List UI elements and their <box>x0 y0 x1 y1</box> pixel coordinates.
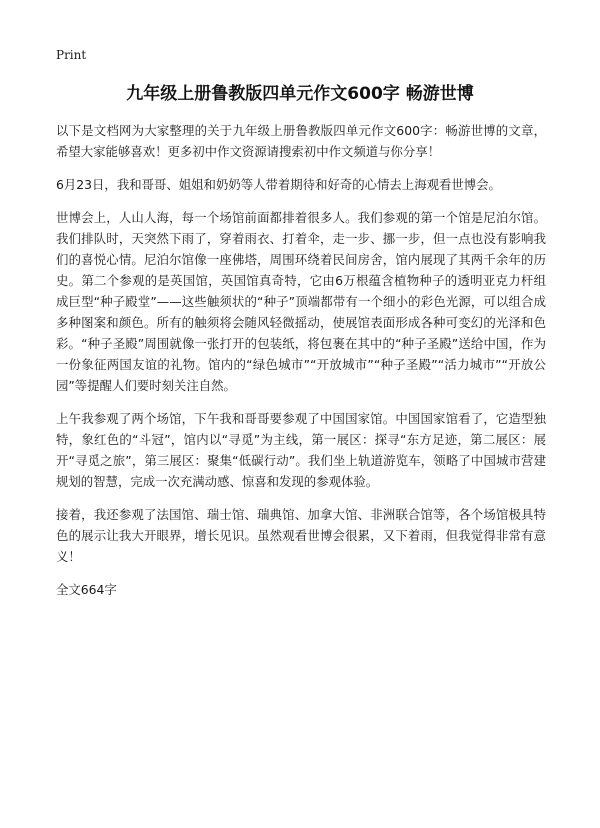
body-paragraph-1: 6月23日，我和哥哥、姐姐和奶奶等人带着期待和好奇的心情去上海观看世博会。 <box>56 177 501 192</box>
article-body <box>56 120 546 612</box>
body-paragraph-2: 世博会上，人山人海，每一个场馆前面都排着很多人。我们参观的第一个馆是尼泊尔馆。我们排队时，天突然下雨了，穿着雨衣、打着伞，走一步、挪一步，但一点也没有影响我们的喜悦心情。尼泊尔馆像一座佛塔，周围环绕着民间房舍，馆内展现了其两千余年的历史。第二个参观的是英国馆，英国馆真奇特，它由6万根蕴含植物种子的透明亚克力杆组成巨型“种子殿堂”——这些触须状的“种子”顶端都带有一个细小的彩色光源，可以组合成多种图案和颜色。所有的触须将会随风轻微摇动，使展馆表面形成各种可变幻的光泽和色彩。“种子圣殿”周围就像一张打开的包装纸，将包裹在其中的“种子圣殿”送给中国，作为一份象征两国友谊的礼物。馆内的“绿色城市”“开放城市”“种子圣殿”“活力城市”“开放公园”等提醒人们要时刻关注自然。 <box>56 210 546 393</box>
body-paragraph-4: 接着，我还参观了法国馆、瑞士馆、瑞典馆、加拿大馆、非洲联合馆等，各个场馆极具特色的展示让我大开眼界，增长见识。虽然观看世博会很累，又下着雨，但我觉得非常有意义！ <box>56 507 546 564</box>
body-paragraph-3: 上午我参观了两个场馆，下午我和哥哥要参观了中国国家馆。中国国家馆看了，它造型独特，象红色的“斗冠”，馆内以“寻觅”为主线，第一展区：探寻“东方足迹，第二展区：展开“寻觅之旅”，第三展区：聚集“低碳行动”。我们坐上轨道游览车，领略了中国城市营建规划的智慧，完成一次充满动感、惊喜和发现的参观体验。 <box>56 411 546 489</box>
intro-paragraph: 以下是文档网为大家整理的关于九年级上册鲁教版四单元作文600字：畅游世博的文章，希望大家能够喜欢！更多初中作文资源请搜索初中作文频道与你分享！ <box>56 123 546 159</box>
print-link[interactable]: Print <box>56 48 87 62</box>
page-title: 九年级上册鲁教版四单元作文600字 畅游世博 <box>126 84 474 104</box>
word-count: 全文664字 <box>56 582 117 597</box>
